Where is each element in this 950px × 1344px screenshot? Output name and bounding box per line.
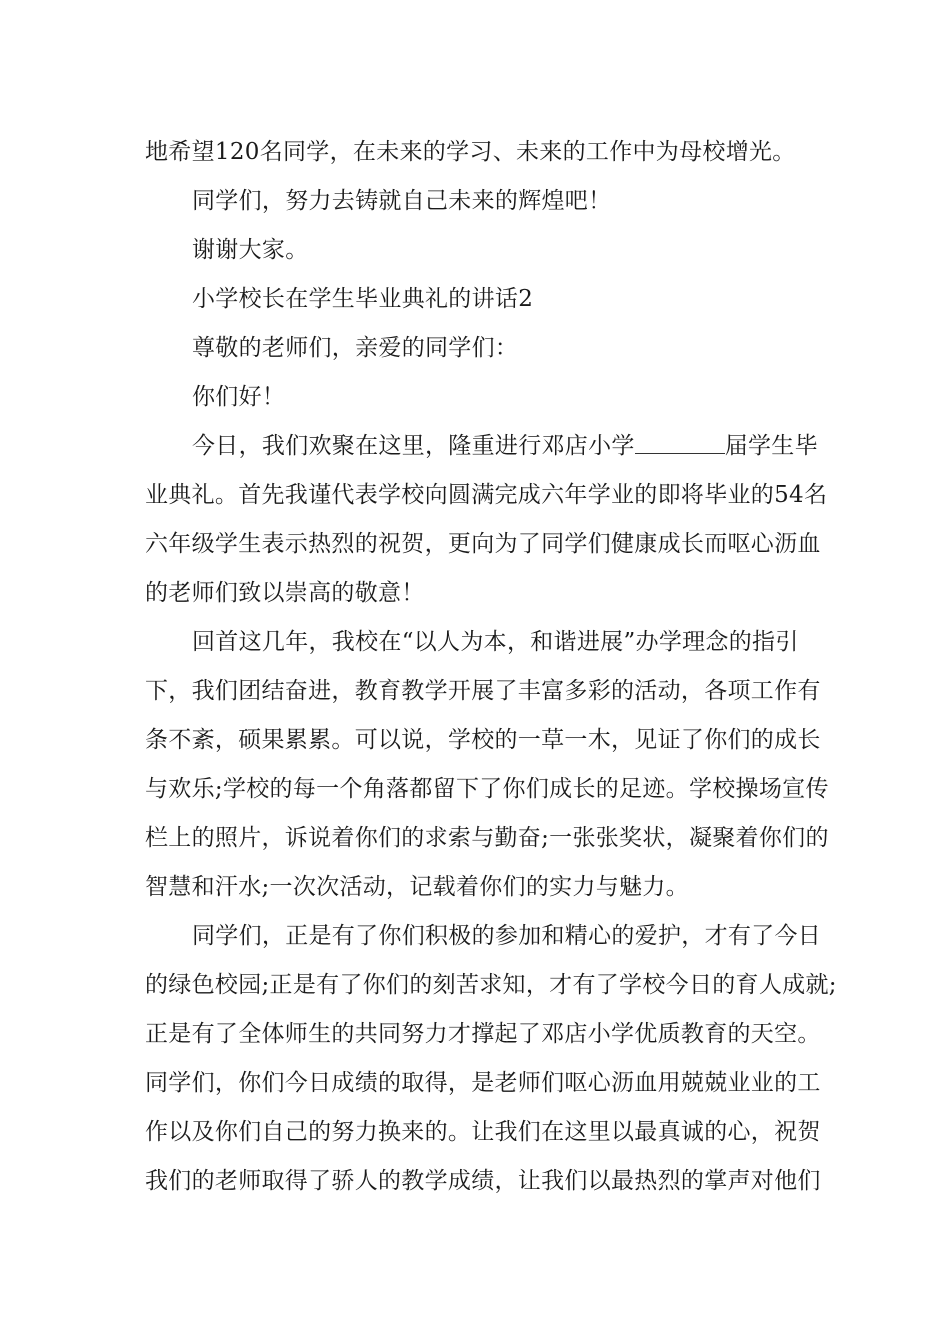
- text-line: 下，我们团结奋进，教育教学开展了丰富多彩的活动，各项工作有: [145, 678, 821, 704]
- text-line: 六年级学生表示热烈的祝贺，更向为了同学们健康成长而呕心沥血: [145, 531, 821, 557]
- text-line: 条不紊，硕果累累。可以说，学校的一草一木，见证了你们的成长: [145, 727, 821, 753]
- text-line: 智慧和汗水;一次次活动，记载着你们的实力与魅力。: [145, 874, 689, 900]
- fill-in-blank: [635, 431, 725, 454]
- text-line: 回首这几年，我校在“以人为本，和谐进展”办学理念的指引: [192, 629, 799, 655]
- document-body: [145, 128, 837, 1206]
- text-line: 与欢乐;学校的每一个角落都留下了你们成长的足迹。学校操场宣传: [145, 776, 829, 802]
- text-line: 业典礼。首先我谨代表学校向圆满完成六年学业的即将毕业的54名: [145, 482, 828, 508]
- text-segment: 届学生毕: [724, 433, 818, 459]
- text-line: 正是有了全体师生的共同努力才撑起了邓店小学优质教育的天空。: [145, 1021, 821, 1047]
- section-heading: 小学校长在学生毕业典礼的讲话2: [192, 286, 534, 312]
- text-line: 的老师们致以崇高的敬意！: [145, 580, 425, 606]
- text-line: 同学们，你们今日成绩的取得，是老师们呕心沥血用兢兢业业的工: [145, 1070, 821, 1096]
- salutation: 尊敬的老师们，亲爱的同学们：: [192, 335, 519, 361]
- text-line: 地希望120名同学，在未来的学习、未来的工作中为母校增光。: [145, 139, 796, 165]
- text-line: [145, 422, 825, 471]
- text-segment: 今日，我们欢聚在这里，隆重进行邓店小学: [192, 433, 635, 459]
- greeting: 你们好！: [192, 384, 286, 410]
- text-line: 栏上的照片，诉说着你们的求索与勤奋;一张张奖状，凝聚着你们的: [145, 825, 829, 851]
- text-line: 谢谢大家。: [192, 237, 309, 263]
- text-line: 的绿色校园;正是有了你们的刻苦求知，才有了学校今日的育人成就;: [145, 972, 837, 998]
- text-line: 同学们，正是有了你们积极的参加和精心的爱护，才有了今日: [192, 923, 822, 949]
- text-line: 我们的老师取得了骄人的教学成绩，让我们以最热烈的掌声对他们: [145, 1168, 821, 1194]
- text-line: 作以及你们自己的努力换来的。让我们在这里以最真诚的心，祝贺: [145, 1119, 821, 1145]
- text-line: 同学们，努力去铸就自己未来的辉煌吧！: [192, 188, 612, 214]
